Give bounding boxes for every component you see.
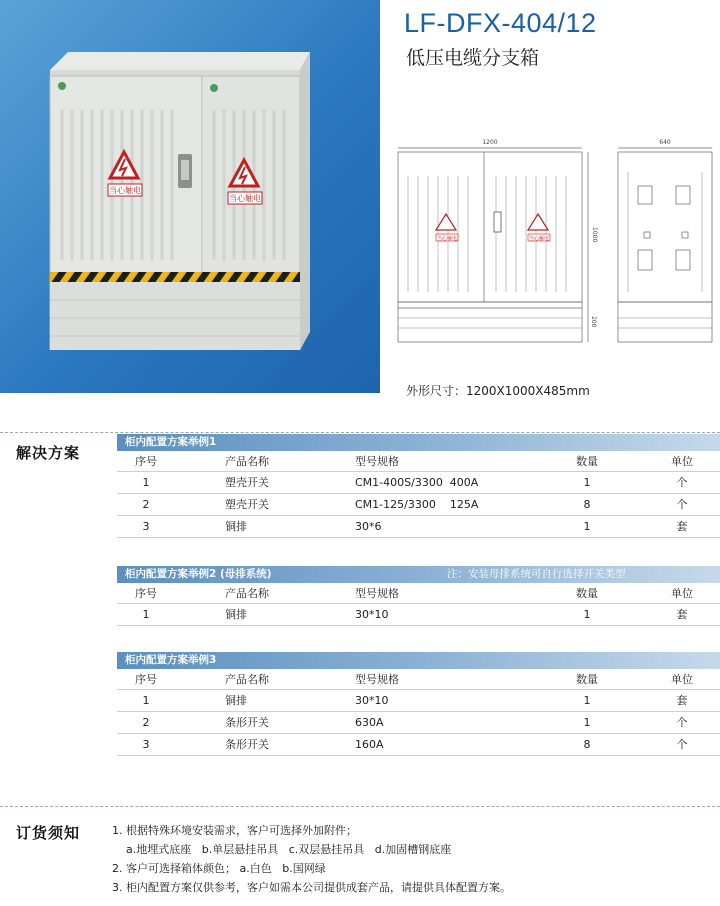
cell-name: 塑壳开关 — [225, 476, 269, 489]
col-qty: 数量 — [576, 673, 598, 686]
cell-no: 1 — [142, 608, 150, 621]
case-1-title: 柜内配置方案举例1 — [125, 436, 217, 448]
side-view-drawing — [618, 148, 712, 342]
photo-warning-label-left: 当心触电 — [109, 186, 141, 195]
col-model: 型号规格 — [355, 673, 399, 686]
order-note-2: 2. 客户可选择箱体颜色； a.白色 b.国网绿 — [112, 862, 326, 875]
cell-model: 630A — [355, 716, 384, 729]
config-case-1 — [117, 434, 720, 538]
cell-unit: 个 — [676, 498, 688, 511]
solution-section-title: 解决方案 — [16, 444, 81, 462]
cell-name: 铜排 — [225, 608, 247, 621]
case-2-note: 注：安装母排系统可自行选择开关类型 — [447, 568, 626, 580]
order-note-1: 1. 根据特殊环境安装需求，客户可选择外加附件； — [112, 824, 357, 837]
cell-unit: 套 — [676, 520, 688, 533]
col-unit: 单位 — [671, 455, 693, 468]
cell-model: 30*10 — [355, 608, 389, 621]
cell-no: 1 — [142, 694, 150, 707]
side-width-label: 640 — [659, 139, 671, 146]
col-no: 序号 — [135, 587, 157, 600]
col-name: 产品名称 — [225, 455, 269, 468]
drawing-warning-label-right: 当心触电 — [528, 236, 550, 242]
col-unit: 单位 — [671, 673, 693, 686]
cell-no: 2 — [142, 716, 150, 729]
cell-no: 3 — [142, 520, 150, 533]
case-2-header — [117, 566, 720, 583]
col-name: 产品名称 — [225, 673, 269, 686]
table-header-row — [117, 451, 720, 472]
cell-name: 铜排 — [225, 694, 247, 707]
table-row — [117, 472, 720, 494]
order-note-3: 3. 柜内配置方案仅供参考，客户如需本公司提供成套产品，请提供具体配置方案。 — [112, 881, 511, 894]
case-3-title: 柜内配置方案举例3 — [125, 654, 217, 666]
col-unit: 单位 — [671, 587, 693, 600]
ordering-section-title: 订货须知 — [16, 824, 81, 842]
col-qty: 数量 — [576, 455, 598, 468]
cell-qty: 1 — [583, 476, 591, 489]
section-divider — [0, 432, 720, 433]
cell-no: 2 — [142, 498, 150, 511]
base-height-label: 200 — [590, 316, 597, 328]
drawing-warning-label-left: 当心触电 — [436, 236, 458, 242]
table-row — [117, 494, 720, 516]
cell-qty: 1 — [583, 716, 591, 729]
cell-unit: 套 — [676, 694, 688, 707]
table-row — [117, 712, 720, 734]
cell-name: 条形开关 — [225, 738, 269, 751]
cell-unit: 个 — [676, 476, 688, 489]
front-height-label: 1000 — [591, 227, 598, 243]
photo-warning-label-right: 当心触电 — [229, 194, 261, 203]
col-no: 序号 — [135, 673, 157, 686]
cell-qty: 8 — [583, 738, 591, 751]
config-case-2 — [117, 566, 720, 626]
case-3-header — [117, 652, 720, 669]
col-name: 产品名称 — [225, 587, 269, 600]
table-header-row — [117, 669, 720, 690]
order-note-1-options: a.地埋式底座 b.单层悬挂吊具 c.双层悬挂吊具 d.加固槽钢底座 — [126, 843, 452, 856]
cell-no: 1 — [142, 476, 150, 489]
cell-unit: 套 — [676, 608, 688, 621]
product-photo — [0, 0, 380, 393]
cell-name: 条形开关 — [225, 716, 269, 729]
dimension-text: 外形尺寸：1200X1000X485mm — [406, 384, 590, 398]
front-width-label: 1200 — [482, 139, 498, 146]
cell-model: 160A — [355, 738, 384, 751]
product-model: LF-DFX-404/12 — [404, 8, 597, 38]
front-view-drawing — [398, 148, 588, 342]
ordering-notes — [112, 821, 511, 897]
table-row — [117, 734, 720, 756]
config-case-3 — [117, 652, 720, 756]
technical-drawings — [392, 132, 720, 354]
table-row — [117, 604, 720, 626]
table-row — [117, 690, 720, 712]
cell-unit: 个 — [676, 716, 688, 729]
col-model: 型号规格 — [355, 587, 399, 600]
cell-model: 30*10 — [355, 694, 389, 707]
product-name: 低压电缆分支箱 — [406, 47, 540, 69]
table-row — [117, 516, 720, 538]
section-divider — [0, 806, 720, 807]
cell-qty: 1 — [583, 694, 591, 707]
cell-model: 30*6 — [355, 520, 382, 533]
table-header-row — [117, 583, 720, 604]
cell-model: CM1-400S/3300 400A — [355, 476, 479, 489]
cell-qty: 1 — [583, 520, 591, 533]
cell-qty: 8 — [583, 498, 591, 511]
case-1-header — [117, 434, 720, 451]
cell-no: 3 — [142, 738, 150, 751]
cell-unit: 个 — [676, 738, 688, 751]
col-qty: 数量 — [576, 587, 598, 600]
col-model: 型号规格 — [355, 455, 399, 468]
cell-model: CM1-125/3300 125A — [355, 498, 479, 511]
cell-name: 塑壳开关 — [225, 498, 269, 511]
cabinet-illustration — [38, 50, 318, 350]
case-2-title: 柜内配置方案举例2 (母排系统) — [125, 568, 272, 580]
cell-qty: 1 — [583, 608, 591, 621]
cell-name: 铜排 — [225, 520, 247, 533]
col-no: 序号 — [135, 455, 157, 468]
